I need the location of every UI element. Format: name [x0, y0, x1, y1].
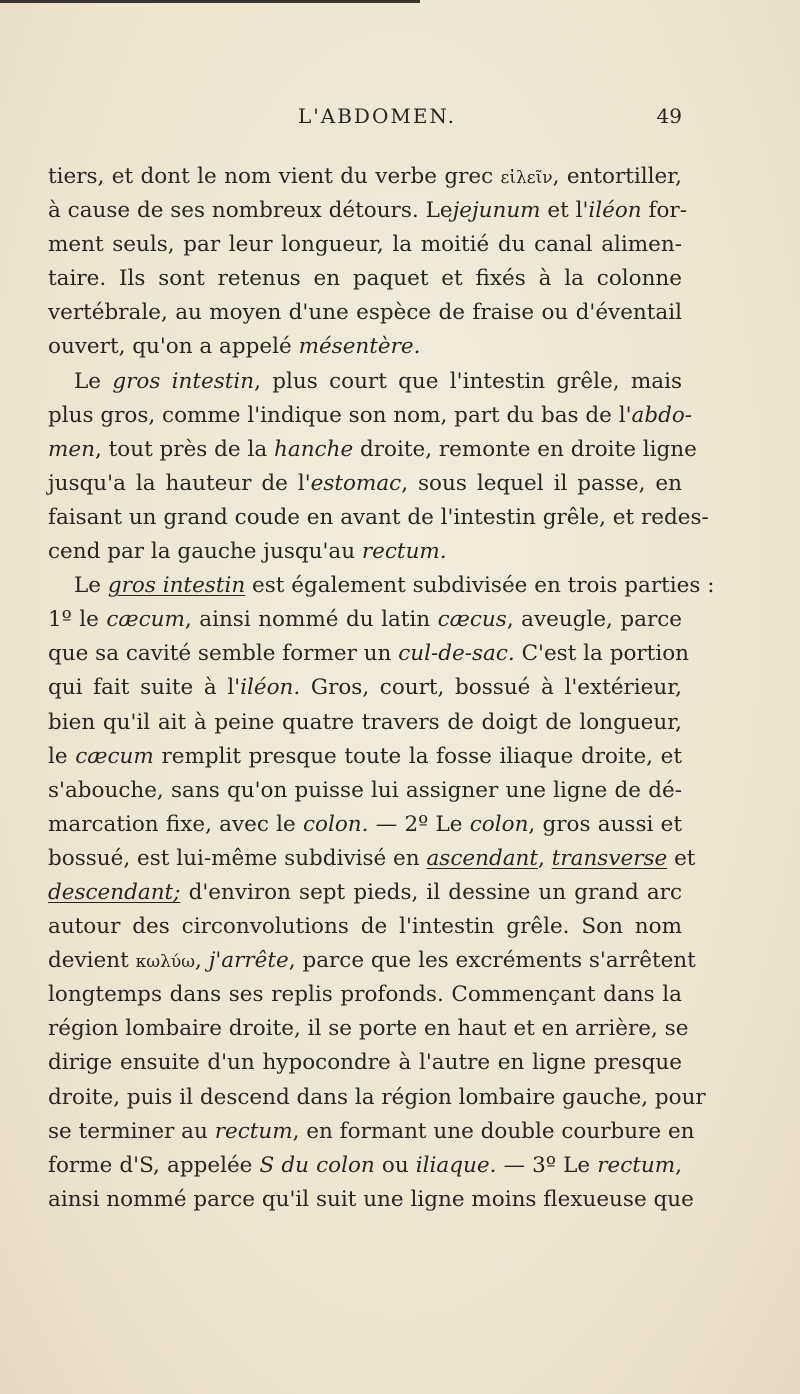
italic-term: gros intestin	[107, 573, 246, 599]
italic-term: j'arrête	[208, 948, 289, 974]
text-line: que sa cavité semble former un cul-de-sac. C'est la portion	[48, 641, 689, 667]
text-line: faisant un grand coude en avant de l'intestin grêle, et redes-	[48, 504, 709, 530]
text-line: ouvert, qu'on a appelé mésentère.	[48, 334, 421, 360]
text-line: qui fait suite à l'iléon. Gros, court, bossué à l'extérieur,	[48, 675, 682, 701]
italic-term: cæcus	[437, 607, 507, 633]
italic-term: iléon	[588, 198, 642, 224]
page-header	[48, 104, 682, 134]
text-line: autour des circonvolutions de l'intestin grêle. Son nom	[48, 914, 682, 940]
italic-term: mésentère.	[298, 334, 421, 360]
text-line: descendant; d'environ sept pieds, il dessine un grand arc	[48, 879, 682, 905]
greek-word: κωλύω	[135, 952, 196, 973]
text-line: s'abouche, sans qu'on puisse lui assigner une ligne de dé-	[48, 777, 682, 803]
text-line: le cæcum remplit presque toute la fosse iliaque droite, et	[48, 743, 683, 769]
italic-term: gros intestin	[112, 368, 255, 394]
italic-term: iliaque.	[415, 1152, 497, 1178]
italic-term: colon.	[302, 811, 369, 837]
text-line: dirige ensuite d'un hypocondre à l'autre en ligne presque	[48, 1050, 682, 1076]
italic-term: descendant;	[48, 879, 181, 905]
text-line: marcation fixe, avec le colon. — 2º Le colon, gros aussi et	[48, 811, 682, 837]
italic-term: estomac	[310, 470, 402, 496]
greek-word: εἰλεῖν	[500, 168, 553, 188]
italic-term: rectum	[597, 1152, 676, 1178]
italic-term: transverse	[551, 845, 668, 871]
text-line: ment seuls, par leur longueur, la moitié du canal alimen-	[48, 232, 682, 258]
italic-term: men	[48, 436, 95, 462]
text-line: Le gros intestin, plus court que l'intestin grêle, mais	[74, 368, 682, 394]
running-title: L'ABDOMEN.	[298, 104, 457, 128]
text-line: bien qu'il ait à peine quatre travers de doigt de longueur,	[48, 709, 682, 735]
italic-term: jejunum	[452, 198, 541, 224]
italic-term: cæcum	[106, 607, 185, 633]
italic-term: abdo-	[631, 402, 693, 428]
body-text	[48, 160, 715, 1217]
text-line: à cause de ses nombreux détours. Lejejunum et l'iléon for-	[48, 198, 687, 224]
text-line: jusqu'a la hauteur de l'estomac, sous lequel il passe, en	[48, 470, 682, 496]
text-line: droite, puis il descend dans la région lombaire gauche, pour	[48, 1084, 706, 1110]
text-line: Le gros intestin est également subdivisée en trois parties :	[74, 573, 715, 599]
italic-term: cul-de-sac.	[398, 641, 515, 667]
text-line: 1º le cæcum, ainsi nommé du latin cæcus, aveugle, parce	[48, 607, 682, 633]
text-line: men, tout près de la hanche droite, remonte en droite ligne	[48, 436, 697, 462]
italic-term: iléon.	[240, 675, 301, 701]
italic-term: S du colon	[259, 1152, 375, 1178]
top-edge-rule	[0, 0, 420, 3]
text-line: longtemps dans ses replis profonds. Commençant dans la	[48, 982, 682, 1008]
italic-term: ascendant	[426, 845, 539, 871]
text-line: bossué, est lui-même subdivisé en ascendant, transverse et	[48, 845, 696, 871]
italic-term: hanche	[274, 436, 354, 462]
text-line: se terminer au rectum, en formant une double courbure en	[48, 1118, 695, 1144]
italic-term: colon	[469, 811, 529, 837]
text-line: plus gros, comme l'indique son nom, part du bas de l'abdo-	[48, 402, 693, 428]
text-line: tiers, et dont le nom vient du verbe grec εἰλεῖν, entortiller,	[48, 164, 682, 189]
text-line: ainsi nommé parce qu'il suit une ligne moins flexueuse que	[48, 1186, 694, 1212]
text-line: vertébrale, au moyen d'une espèce de fraise ou d'éventail	[48, 300, 682, 326]
text-line: cend par la gauche jusqu'au rectum.	[48, 539, 447, 565]
text-line: forme d'S, appelée S du colon ou iliaque. — 3º Le rectum,	[48, 1152, 682, 1178]
text-line: région lombaire droite, il se porte en haut et en arrière, se	[48, 1016, 689, 1042]
italic-term: rectum.	[361, 539, 447, 565]
italic-term: rectum	[214, 1118, 293, 1144]
text-line: taire. Ils sont retenus en paquet et fixés à la colonne	[48, 266, 682, 292]
italic-term: cæcum	[75, 743, 154, 769]
text-line: devient κωλύω, j'arrête, parce que les excréments s'arrêtent	[48, 948, 696, 974]
page-number: 49	[656, 104, 682, 128]
